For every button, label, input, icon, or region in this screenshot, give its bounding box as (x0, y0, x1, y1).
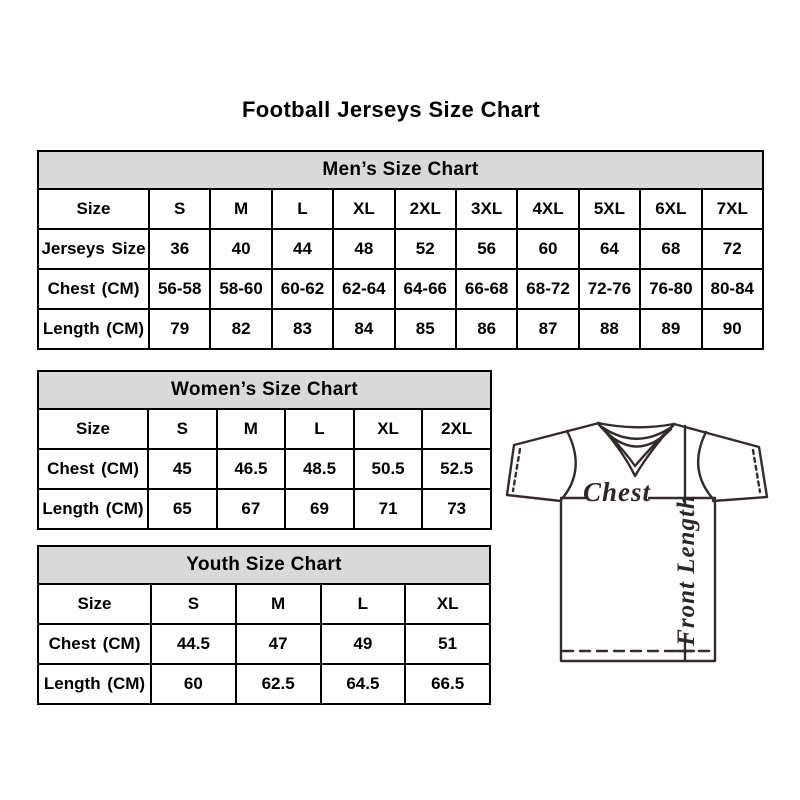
table-title: Women’s Size Chart (38, 371, 491, 409)
size-value-cell: 6XL (640, 189, 701, 229)
right-sleeve-outline (674, 424, 767, 501)
table-header-row (38, 371, 491, 409)
size-value-cell: L (321, 584, 406, 624)
row-label: Length (CM) (38, 309, 149, 349)
table-row (38, 449, 491, 489)
size-value-cell: 86 (456, 309, 517, 349)
front-length-label: Front Length (673, 494, 700, 646)
size-value-cell: 87 (517, 309, 578, 349)
size-value-cell: 83 (272, 309, 333, 349)
mens-size-table (37, 150, 764, 350)
size-value-cell: 3XL (456, 189, 517, 229)
size-value-cell: 44.5 (151, 624, 236, 664)
size-value-cell: 76-80 (640, 269, 701, 309)
size-value-cell: 88 (579, 309, 640, 349)
size-value-cell: 46.5 (217, 449, 286, 489)
left-armhole-seam (561, 431, 576, 500)
size-value-cell: 66-68 (456, 269, 517, 309)
size-value-cell: 48 (333, 229, 394, 269)
size-value-cell: M (210, 189, 271, 229)
size-value-cell: 66.5 (405, 664, 490, 704)
size-value-cell: 89 (640, 309, 701, 349)
table-row (38, 624, 490, 664)
table-row (38, 489, 491, 529)
table-row (38, 189, 763, 229)
page-title: Football Jerseys Size Chart (241, 97, 541, 122)
table-header-row (38, 151, 763, 189)
size-value-cell: 82 (210, 309, 271, 349)
table-header-row (38, 546, 490, 584)
right-cuff-stitch-line (753, 450, 760, 492)
size-value-cell: 64.5 (321, 664, 406, 704)
jersey-measurement-diagram (498, 406, 778, 678)
size-value-cell: 79 (149, 309, 210, 349)
size-value-cell: 73 (422, 489, 491, 529)
size-value-cell: 44 (272, 229, 333, 269)
size-value-cell: 60 (151, 664, 236, 704)
size-value-cell: XL (405, 584, 490, 624)
chest-label: Chest (582, 477, 652, 507)
size-value-cell: 62.5 (236, 664, 321, 704)
row-label: Chest (CM) (38, 449, 148, 489)
size-value-cell: S (151, 584, 236, 624)
size-value-cell: 90 (702, 309, 763, 349)
size-value-cell: L (272, 189, 333, 229)
row-label: Chest (CM) (38, 269, 149, 309)
size-value-cell: 69 (285, 489, 354, 529)
size-value-cell: 60-62 (272, 269, 333, 309)
size-value-cell: 68 (640, 229, 701, 269)
table-row (38, 664, 490, 704)
row-label: Length (CM) (38, 489, 148, 529)
size-value-cell: 67 (217, 489, 286, 529)
size-value-cell: 51 (405, 624, 490, 664)
size-value-cell: 58-60 (210, 269, 271, 309)
size-value-cell: 40 (210, 229, 271, 269)
size-value-cell: 72-76 (579, 269, 640, 309)
size-value-cell: S (148, 409, 217, 449)
size-value-cell: 52.5 (422, 449, 491, 489)
row-label: Jerseys Size (38, 229, 149, 269)
row-label: Length (CM) (38, 664, 151, 704)
size-value-cell: L (285, 409, 354, 449)
size-value-cell: 60 (517, 229, 578, 269)
table-title: Men’s Size Chart (38, 151, 763, 189)
size-value-cell: 2XL (422, 409, 491, 449)
size-value-cell: 49 (321, 624, 406, 664)
size-value-cell: XL (354, 409, 423, 449)
table-row (38, 309, 763, 349)
table-row (38, 584, 490, 624)
youth-size-table (37, 545, 491, 705)
size-value-cell: 72 (702, 229, 763, 269)
size-value-cell: 5XL (579, 189, 640, 229)
size-value-cell: 7XL (702, 189, 763, 229)
size-value-cell: S (149, 189, 210, 229)
size-value-cell: 64-66 (395, 269, 456, 309)
left-cuff-stitch-line (513, 449, 520, 491)
table-row (38, 229, 763, 269)
size-value-cell: 64 (579, 229, 640, 269)
size-value-cell: 47 (236, 624, 321, 664)
size-value-cell: 52 (395, 229, 456, 269)
size-value-cell: 2XL (395, 189, 456, 229)
size-value-cell: XL (333, 189, 394, 229)
collar-top-line (598, 423, 674, 427)
size-value-cell: 65 (148, 489, 217, 529)
size-value-cell: 50.5 (354, 449, 423, 489)
size-value-cell: 48.5 (285, 449, 354, 489)
size-value-cell: 85 (395, 309, 456, 349)
size-value-cell: M (236, 584, 321, 624)
womens-size-table (37, 370, 492, 530)
size-value-cell: 71 (354, 489, 423, 529)
size-value-cell: 62-64 (333, 269, 394, 309)
table-row (38, 269, 763, 309)
row-label: Chest (CM) (38, 624, 151, 664)
table-title: Youth Size Chart (38, 546, 490, 584)
size-value-cell: 84 (333, 309, 394, 349)
size-value-cell: 56 (456, 229, 517, 269)
row-label: Size (38, 409, 148, 449)
size-value-cell: 36 (149, 229, 210, 269)
right-armhole-seam (698, 432, 714, 500)
row-label: Size (38, 584, 151, 624)
size-value-cell: 80-84 (702, 269, 763, 309)
table-row (38, 409, 491, 449)
row-label: Size (38, 189, 149, 229)
size-value-cell: 45 (148, 449, 217, 489)
size-value-cell: 68-72 (517, 269, 578, 309)
size-value-cell: 4XL (517, 189, 578, 229)
size-value-cell: M (217, 409, 286, 449)
size-value-cell: 56-58 (149, 269, 210, 309)
